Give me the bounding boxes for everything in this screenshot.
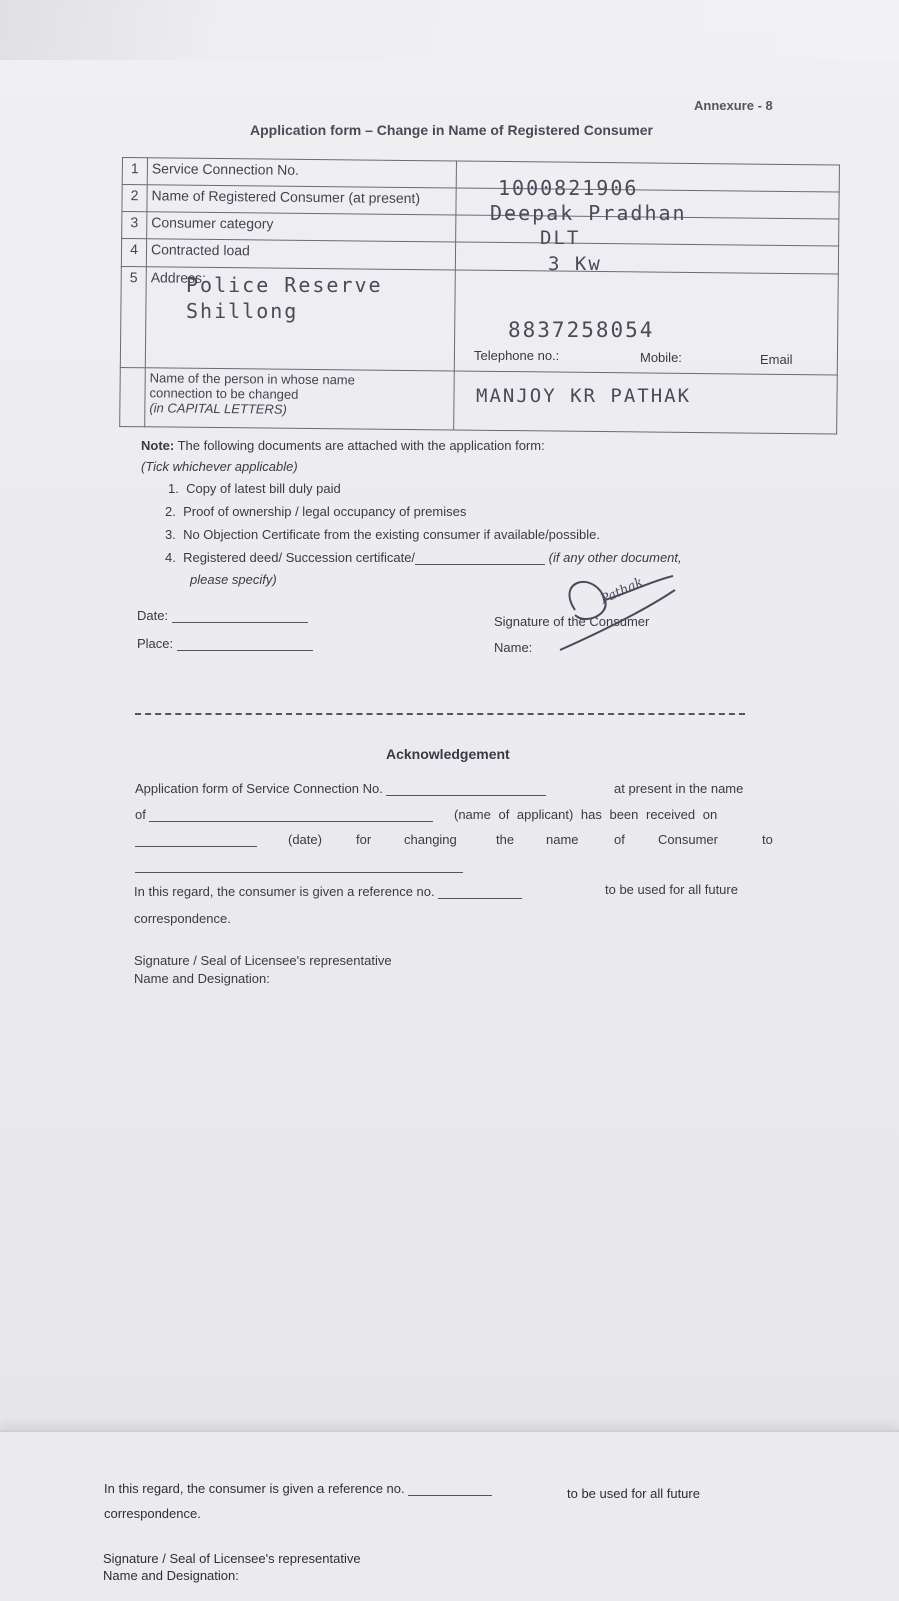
form-title: Application form – Change in Name of Registered Consumer (250, 122, 653, 138)
row-label: Name of Registered Consumer (at present) (147, 185, 456, 215)
bottom-signature-label: Signature / Seal of Licensee's representative (103, 1551, 361, 1566)
list-number: 3. (165, 527, 176, 542)
ack-line-2 (135, 807, 433, 822)
row-number: 2 (122, 185, 147, 212)
ack-text: to be used for all future (605, 882, 738, 897)
list-text: Registered deed/ Succession certificate/ (183, 550, 416, 565)
page-shadow (0, 0, 899, 60)
bottom-text: to be used for all future (567, 1486, 700, 1501)
handwritten-load: 3 Kw (548, 253, 602, 275)
signature-handwriting: Pathak (598, 574, 646, 608)
ack-word: changing (404, 832, 457, 847)
date-label (137, 608, 308, 623)
list-text: Copy of latest bill duly paid (186, 481, 341, 496)
list-item (165, 504, 466, 519)
ack-text: (name of applicant) has been received on (454, 807, 718, 822)
ack-word: name (546, 832, 579, 847)
ack-word: of (614, 832, 625, 847)
ack-text: at present in the name (614, 781, 744, 796)
row-label: Address: (145, 266, 455, 371)
ack-blank (135, 858, 463, 873)
licensee-name-label: Name and Designation: (134, 971, 270, 986)
bottom-text: In this regard, the consumer is given a reference no. (104, 1481, 405, 1496)
list-item (168, 481, 341, 496)
place-label-text: Place: (137, 636, 174, 651)
row-number (120, 368, 146, 427)
ack-text: correspondence. (134, 911, 231, 926)
mobile-label: Mobile: (640, 350, 682, 365)
handwritten-phone: 8837258054 (508, 318, 655, 342)
row-number: 1 (122, 158, 147, 185)
list-text: No Objection Certificate from the existing consumer if available/possible. (183, 527, 600, 542)
list-item (165, 527, 600, 542)
ack-text: Application form of Service Connection No. (135, 781, 383, 796)
ack-text: of (135, 807, 146, 822)
place-label (137, 636, 313, 651)
ack-word: (date) (288, 832, 322, 847)
list-number: 4. (165, 550, 176, 565)
consumer-signature (545, 570, 695, 660)
list-item-continuation: please specify) (190, 572, 277, 587)
list-number: 1. (168, 481, 179, 496)
acknowledgement-title: Acknowledgement (386, 746, 510, 762)
note-title: Note: (141, 438, 175, 453)
note-text: The following documents are attached with the application form: (177, 438, 545, 453)
date-label-text: Date: (137, 608, 169, 623)
note-line (141, 438, 545, 453)
list-number: 2. (165, 504, 176, 519)
cut-line-divider (135, 713, 745, 715)
row-number: 3 (122, 212, 147, 239)
handwritten-service-no: 1000821906 (498, 176, 639, 200)
ack-word: Consumer (658, 832, 718, 847)
handwritten-category: DLT (540, 227, 581, 249)
handwritten-consumer-name: Deepak Pradhan (490, 201, 687, 225)
ack-line-1 (135, 781, 546, 796)
row-label: Contracted load (146, 239, 455, 269)
annexure-label: Annexure - 8 (694, 98, 773, 113)
list-item (165, 550, 682, 565)
row-value-cell (455, 242, 838, 273)
row-number: 5 (120, 266, 146, 368)
row-label: Consumer category (147, 212, 456, 242)
licensee-signature-label: Signature / Seal of Licensee's representative (134, 953, 392, 968)
ack-blank (135, 832, 257, 847)
list-suffix: (if any other document, (548, 550, 682, 565)
new-name-label-line: (in CAPITAL LETTERS) (149, 400, 287, 417)
signature-label: Signature of the Consumer (494, 614, 650, 629)
ack-word: to (762, 832, 773, 847)
note-subtitle: (Tick whichever applicable) (141, 459, 298, 474)
new-name-label-line: Name of the person in whose name (149, 370, 355, 388)
row-number: 4 (121, 239, 146, 266)
bottom-name-label: Name and Designation: (103, 1568, 239, 1583)
row-label: Service Connection No. (147, 158, 456, 188)
telephone-label: Telephone no.: (474, 348, 560, 363)
name-label: Name: (494, 640, 533, 655)
ack-text: In this regard, the consumer is given a reference no. (134, 884, 435, 899)
email-label: Email (760, 352, 793, 367)
ack-word: for (356, 832, 372, 847)
new-name-label (145, 368, 455, 430)
handwritten-new-name: MANJOY KR PATHAK (476, 385, 692, 407)
new-name-label-line: connection to be changed (149, 385, 299, 403)
list-text: Proof of ownership / legal occupancy of premises (183, 504, 467, 519)
ack-line-3 (134, 884, 522, 899)
bottom-text: correspondence. (104, 1506, 201, 1521)
ack-word: the (496, 832, 515, 847)
bottom-line-1 (104, 1481, 492, 1496)
handwritten-address: Police Reserve Shillong (186, 273, 383, 323)
